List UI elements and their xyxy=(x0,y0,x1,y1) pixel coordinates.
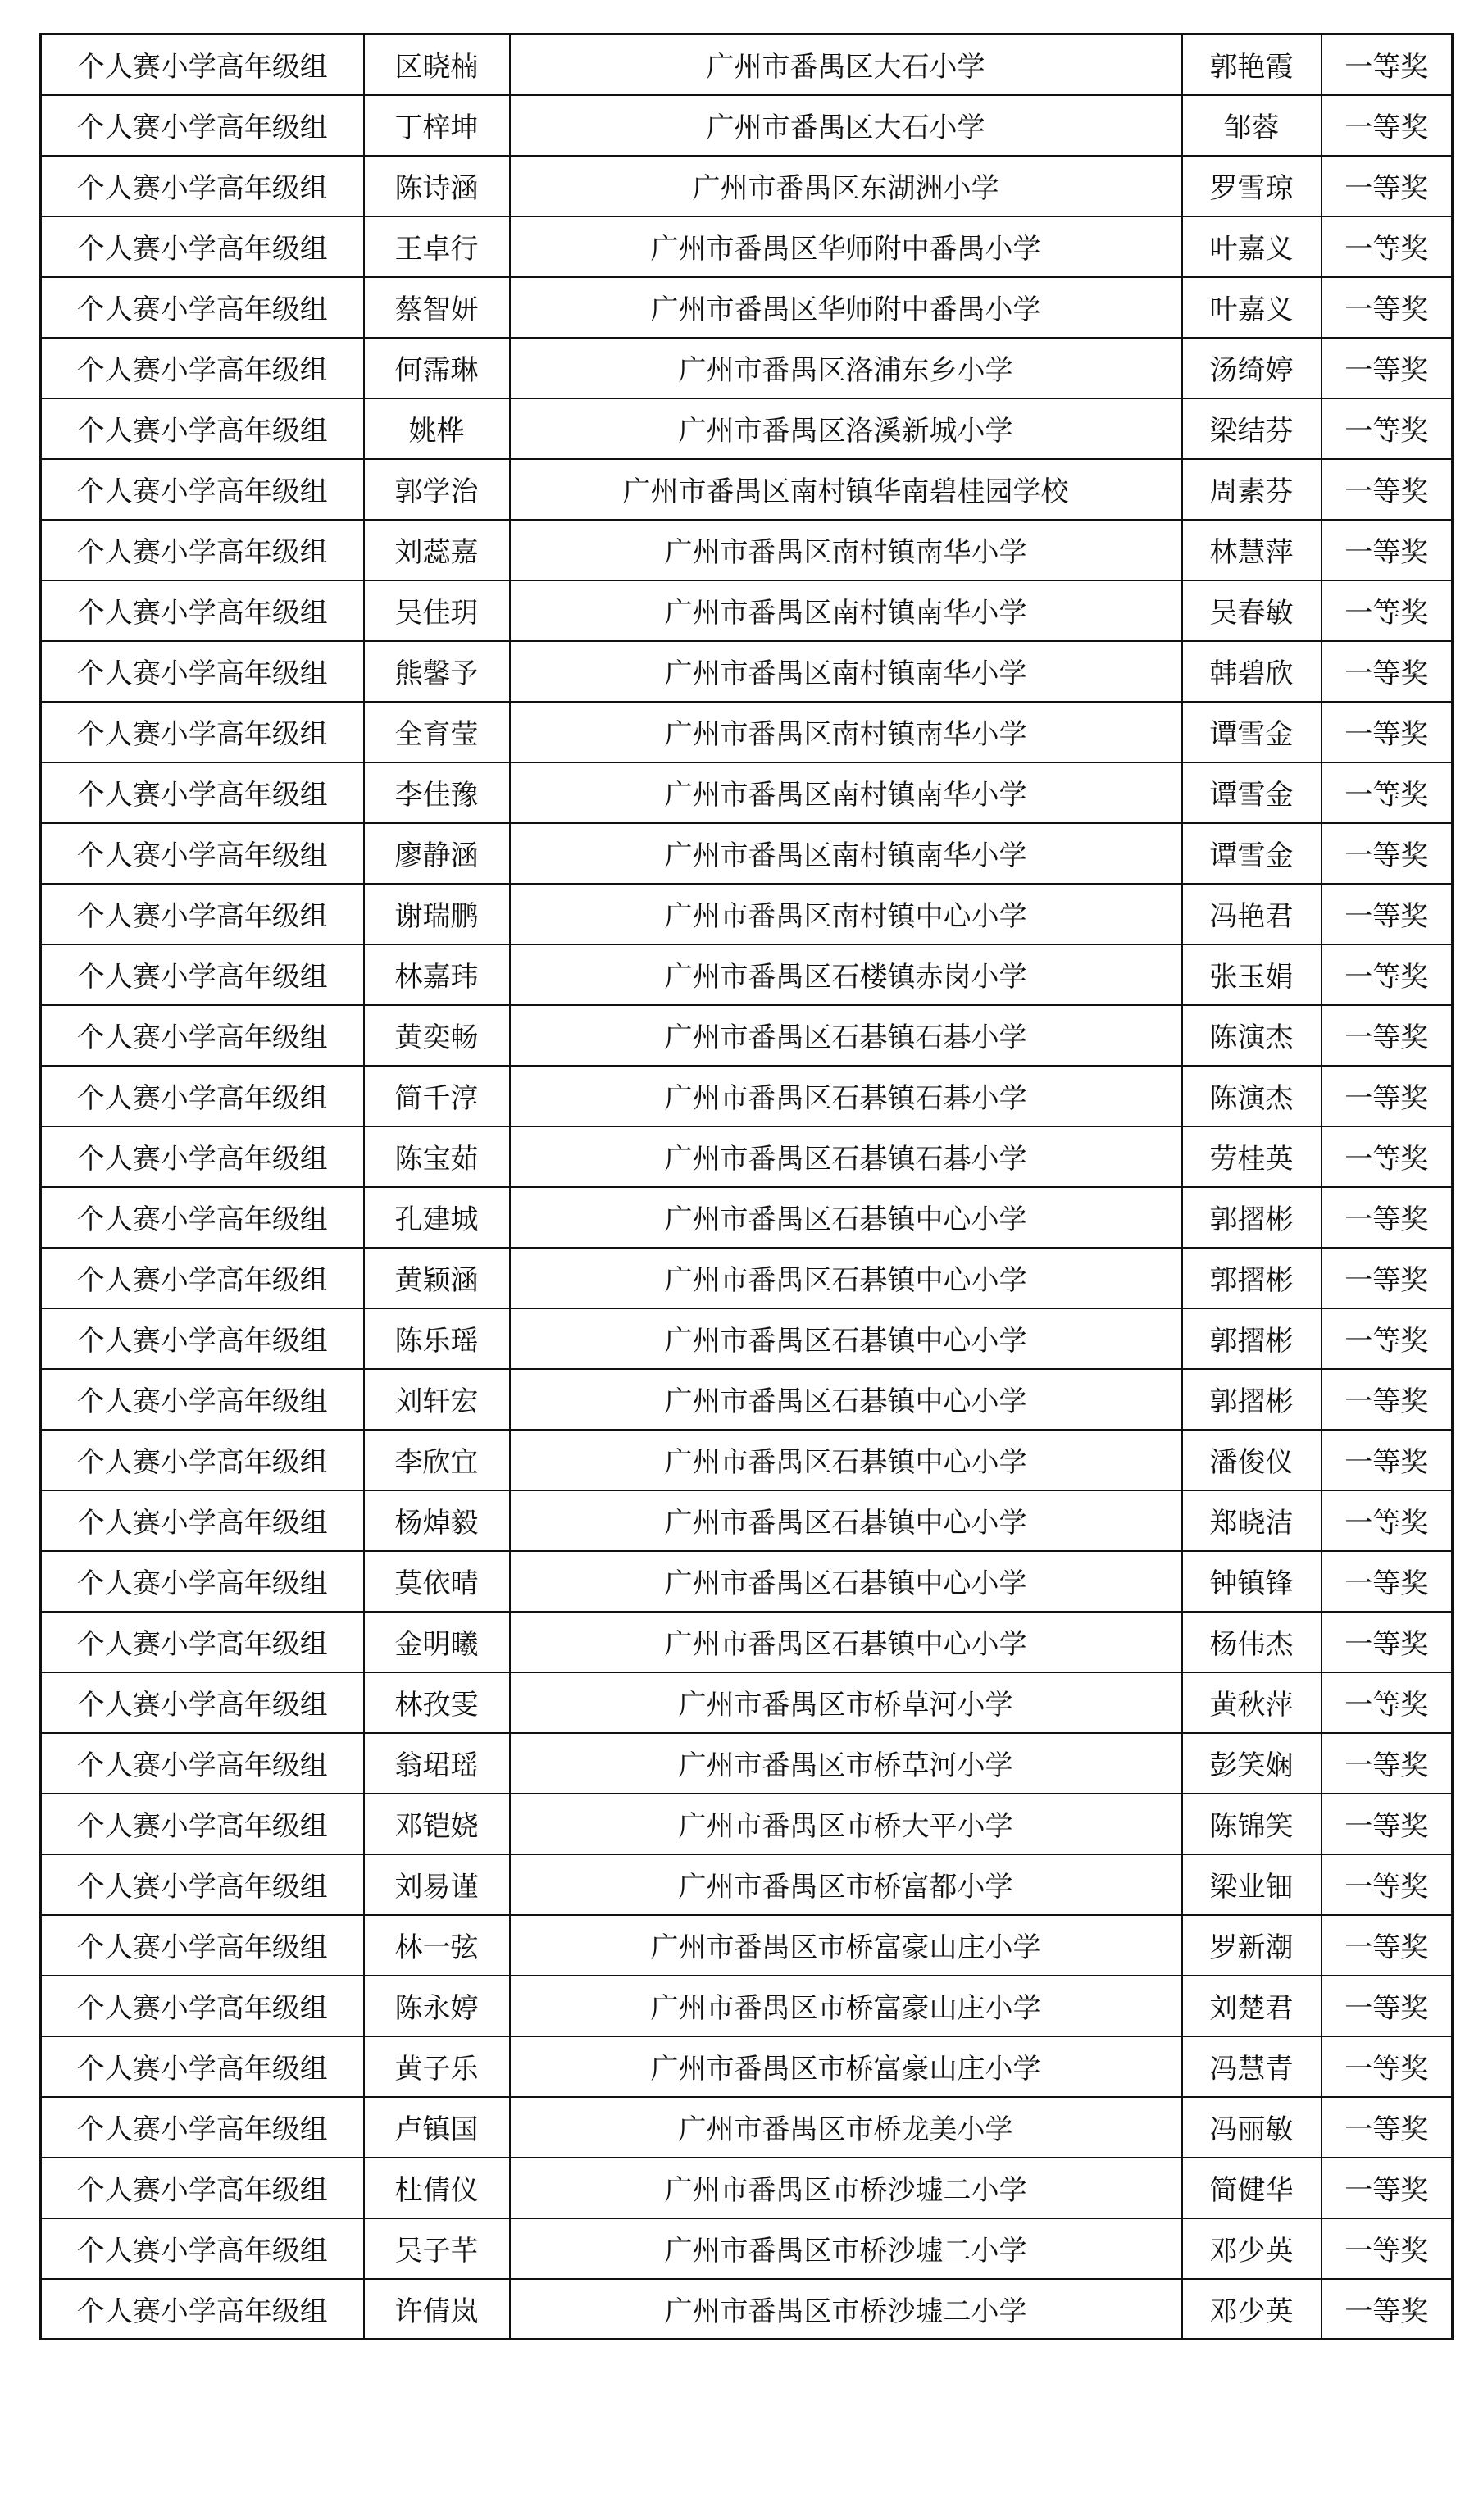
category-cell: 个人赛小学高年级组 xyxy=(41,216,364,277)
school-cell: 广州市番禺区石碁镇石碁小学 xyxy=(510,1066,1182,1126)
teacher-cell: 谭雪金 xyxy=(1182,823,1322,884)
teacher-cell: 简健华 xyxy=(1182,2158,1322,2218)
student-name-cell: 黄子乐 xyxy=(364,2036,510,2097)
school-cell: 广州市番禺区石楼镇赤岗小学 xyxy=(510,944,1182,1005)
award-cell: 一等奖 xyxy=(1322,1915,1453,1976)
table-row xyxy=(41,1915,1453,1976)
award-cell: 一等奖 xyxy=(1322,1794,1453,1854)
category-cell: 个人赛小学高年级组 xyxy=(41,2218,364,2279)
teacher-cell: 韩碧欣 xyxy=(1182,641,1322,702)
teacher-cell: 郭摺彬 xyxy=(1182,1369,1322,1430)
award-cell: 一等奖 xyxy=(1322,1430,1453,1490)
category-cell: 个人赛小学高年级组 xyxy=(41,156,364,216)
student-name-cell: 杨焯毅 xyxy=(364,1490,510,1551)
teacher-cell: 冯艳君 xyxy=(1182,884,1322,944)
table-row xyxy=(41,34,1453,95)
award-cell: 一等奖 xyxy=(1322,702,1453,762)
teacher-cell: 刘楚君 xyxy=(1182,1976,1322,2036)
student-name-cell: 翁珺瑶 xyxy=(364,1733,510,1794)
school-cell: 广州市番禺区南村镇南华小学 xyxy=(510,580,1182,641)
student-name-cell: 全育莹 xyxy=(364,702,510,762)
award-cell: 一等奖 xyxy=(1322,459,1453,520)
student-name-cell: 郭学治 xyxy=(364,459,510,520)
table-row xyxy=(41,1854,1453,1915)
category-cell: 个人赛小学高年级组 xyxy=(41,1369,364,1430)
award-cell: 一等奖 xyxy=(1322,2158,1453,2218)
table-row xyxy=(41,277,1453,338)
school-cell: 广州市番禺区石碁镇中心小学 xyxy=(510,1612,1182,1672)
table-row xyxy=(41,944,1453,1005)
category-cell: 个人赛小学高年级组 xyxy=(41,2097,364,2158)
table-row xyxy=(41,1369,1453,1430)
school-cell: 广州市番禺区洛溪新城小学 xyxy=(510,398,1182,459)
school-cell: 广州市番禺区石碁镇中心小学 xyxy=(510,1369,1182,1430)
table-row xyxy=(41,398,1453,459)
student-name-cell: 李佳豫 xyxy=(364,762,510,823)
award-cell: 一等奖 xyxy=(1322,1308,1453,1369)
school-cell: 广州市番禺区华师附中番禺小学 xyxy=(510,216,1182,277)
award-cell: 一等奖 xyxy=(1322,944,1453,1005)
category-cell: 个人赛小学高年级组 xyxy=(41,2158,364,2218)
school-cell: 广州市番禺区市桥草河小学 xyxy=(510,1672,1182,1733)
teacher-cell: 张玉娟 xyxy=(1182,944,1322,1005)
category-cell: 个人赛小学高年级组 xyxy=(41,1308,364,1369)
award-cell: 一等奖 xyxy=(1322,2279,1453,2340)
student-name-cell: 刘易谨 xyxy=(364,1854,510,1915)
award-cell: 一等奖 xyxy=(1322,884,1453,944)
teacher-cell: 罗雪琼 xyxy=(1182,156,1322,216)
table-row xyxy=(41,95,1453,156)
student-name-cell: 黄颖涵 xyxy=(364,1248,510,1308)
table-row xyxy=(41,580,1453,641)
teacher-cell: 罗新潮 xyxy=(1182,1915,1322,1976)
student-name-cell: 吴子芊 xyxy=(364,2218,510,2279)
student-name-cell: 熊馨予 xyxy=(364,641,510,702)
school-cell: 广州市番禺区石碁镇中心小学 xyxy=(510,1551,1182,1612)
award-cell: 一等奖 xyxy=(1322,762,1453,823)
teacher-cell: 郭摺彬 xyxy=(1182,1248,1322,1308)
school-cell: 广州市番禺区石碁镇中心小学 xyxy=(510,1490,1182,1551)
student-name-cell: 丁梓坤 xyxy=(364,95,510,156)
award-cell: 一等奖 xyxy=(1322,1066,1453,1126)
teacher-cell: 林慧萍 xyxy=(1182,520,1322,580)
category-cell: 个人赛小学高年级组 xyxy=(41,95,364,156)
category-cell: 个人赛小学高年级组 xyxy=(41,1430,364,1490)
category-cell: 个人赛小学高年级组 xyxy=(41,762,364,823)
teacher-cell: 郭艳霞 xyxy=(1182,34,1322,95)
table-row xyxy=(41,1066,1453,1126)
student-name-cell: 金明曦 xyxy=(364,1612,510,1672)
award-cell: 一等奖 xyxy=(1322,34,1453,95)
category-cell: 个人赛小学高年级组 xyxy=(41,338,364,398)
student-name-cell: 区晓楠 xyxy=(364,34,510,95)
award-cell: 一等奖 xyxy=(1322,277,1453,338)
table-row xyxy=(41,459,1453,520)
teacher-cell: 叶嘉义 xyxy=(1182,216,1322,277)
category-cell: 个人赛小学高年级组 xyxy=(41,1187,364,1248)
school-cell: 广州市番禺区市桥沙墟二小学 xyxy=(510,2218,1182,2279)
category-cell: 个人赛小学高年级组 xyxy=(41,1672,364,1733)
award-cell: 一等奖 xyxy=(1322,1612,1453,1672)
award-cell: 一等奖 xyxy=(1322,520,1453,580)
table-row xyxy=(41,216,1453,277)
school-cell: 广州市番禺区市桥富豪山庄小学 xyxy=(510,2036,1182,2097)
category-cell: 个人赛小学高年级组 xyxy=(41,34,364,95)
teacher-cell: 钟镇锋 xyxy=(1182,1551,1322,1612)
award-table xyxy=(39,33,1454,2340)
teacher-cell: 陈锦笑 xyxy=(1182,1794,1322,1854)
category-cell: 个人赛小学高年级组 xyxy=(41,884,364,944)
table-row xyxy=(41,338,1453,398)
school-cell: 广州市番禺区石碁镇石碁小学 xyxy=(510,1005,1182,1066)
student-name-cell: 莫依晴 xyxy=(364,1551,510,1612)
category-cell: 个人赛小学高年级组 xyxy=(41,1248,364,1308)
award-cell: 一等奖 xyxy=(1322,1976,1453,2036)
award-cell: 一等奖 xyxy=(1322,398,1453,459)
category-cell: 个人赛小学高年级组 xyxy=(41,398,364,459)
category-cell: 个人赛小学高年级组 xyxy=(41,520,364,580)
table-row xyxy=(41,2279,1453,2340)
student-name-cell: 邓铠娆 xyxy=(364,1794,510,1854)
student-name-cell: 刘轩宏 xyxy=(364,1369,510,1430)
category-cell: 个人赛小学高年级组 xyxy=(41,823,364,884)
student-name-cell: 林孜雯 xyxy=(364,1672,510,1733)
award-cell: 一等奖 xyxy=(1322,823,1453,884)
table-row xyxy=(41,1672,1453,1733)
school-cell: 广州市番禺区南村镇南华小学 xyxy=(510,823,1182,884)
table-row xyxy=(41,1187,1453,1248)
table-row xyxy=(41,520,1453,580)
teacher-cell: 黄秋萍 xyxy=(1182,1672,1322,1733)
award-cell: 一等奖 xyxy=(1322,1733,1453,1794)
school-cell: 广州市番禺区市桥沙墟二小学 xyxy=(510,2279,1182,2340)
award-cell: 一等奖 xyxy=(1322,1369,1453,1430)
category-cell: 个人赛小学高年级组 xyxy=(41,1854,364,1915)
teacher-cell: 劳桂英 xyxy=(1182,1126,1322,1187)
student-name-cell: 陈诗涵 xyxy=(364,156,510,216)
category-cell: 个人赛小学高年级组 xyxy=(41,1490,364,1551)
student-name-cell: 陈宝茹 xyxy=(364,1126,510,1187)
category-cell: 个人赛小学高年级组 xyxy=(41,1126,364,1187)
category-cell: 个人赛小学高年级组 xyxy=(41,2279,364,2340)
table-row xyxy=(41,1308,1453,1369)
student-name-cell: 陈乐瑶 xyxy=(364,1308,510,1369)
school-cell: 广州市番禺区市桥富豪山庄小学 xyxy=(510,1976,1182,2036)
school-cell: 广州市番禺区市桥富都小学 xyxy=(510,1854,1182,1915)
school-cell: 广州市番禺区华师附中番禺小学 xyxy=(510,277,1182,338)
table-row xyxy=(41,1551,1453,1612)
teacher-cell: 吴春敏 xyxy=(1182,580,1322,641)
award-cell: 一等奖 xyxy=(1322,2218,1453,2279)
school-cell: 广州市番禺区石碁镇石碁小学 xyxy=(510,1126,1182,1187)
award-cell: 一等奖 xyxy=(1322,1551,1453,1612)
teacher-cell: 谭雪金 xyxy=(1182,762,1322,823)
category-cell: 个人赛小学高年级组 xyxy=(41,1066,364,1126)
award-cell: 一等奖 xyxy=(1322,2097,1453,2158)
school-cell: 广州市番禺区市桥龙美小学 xyxy=(510,2097,1182,2158)
table-row xyxy=(41,1248,1453,1308)
school-cell: 广州市番禺区南村镇中心小学 xyxy=(510,884,1182,944)
table-row xyxy=(41,762,1453,823)
teacher-cell: 陈演杰 xyxy=(1182,1066,1322,1126)
award-cell: 一等奖 xyxy=(1322,580,1453,641)
award-cell: 一等奖 xyxy=(1322,1005,1453,1066)
table-row xyxy=(41,823,1453,884)
school-cell: 广州市番禺区东湖洲小学 xyxy=(510,156,1182,216)
student-name-cell: 蔡智妍 xyxy=(364,277,510,338)
student-name-cell: 许倩岚 xyxy=(364,2279,510,2340)
school-cell: 广州市番禺区南村镇南华小学 xyxy=(510,702,1182,762)
student-name-cell: 廖静涵 xyxy=(364,823,510,884)
teacher-cell: 邓少英 xyxy=(1182,2218,1322,2279)
student-name-cell: 卢镇国 xyxy=(364,2097,510,2158)
teacher-cell: 梁业钿 xyxy=(1182,1854,1322,1915)
school-cell: 广州市番禺区石碁镇中心小学 xyxy=(510,1430,1182,1490)
table-row xyxy=(41,1126,1453,1187)
school-cell: 广州市番禺区大石小学 xyxy=(510,95,1182,156)
table-row xyxy=(41,1612,1453,1672)
school-cell: 广州市番禺区洛浦东乡小学 xyxy=(510,338,1182,398)
teacher-cell: 彭笑娴 xyxy=(1182,1733,1322,1794)
school-cell: 广州市番禺区大石小学 xyxy=(510,34,1182,95)
teacher-cell: 杨伟杰 xyxy=(1182,1612,1322,1672)
student-name-cell: 黄奕畅 xyxy=(364,1005,510,1066)
student-name-cell: 李欣宜 xyxy=(364,1430,510,1490)
school-cell: 广州市番禺区石碁镇中心小学 xyxy=(510,1187,1182,1248)
teacher-cell: 冯慧青 xyxy=(1182,2036,1322,2097)
student-name-cell: 谢瑞鹏 xyxy=(364,884,510,944)
table-row xyxy=(41,1794,1453,1854)
school-cell: 广州市番禺区市桥草河小学 xyxy=(510,1733,1182,1794)
school-cell: 广州市番禺区石碁镇中心小学 xyxy=(510,1308,1182,1369)
table-row xyxy=(41,2097,1453,2158)
student-name-cell: 杜倩仪 xyxy=(364,2158,510,2218)
category-cell: 个人赛小学高年级组 xyxy=(41,1976,364,2036)
category-cell: 个人赛小学高年级组 xyxy=(41,702,364,762)
award-cell: 一等奖 xyxy=(1322,641,1453,702)
school-cell: 广州市番禺区南村镇南华小学 xyxy=(510,520,1182,580)
category-cell: 个人赛小学高年级组 xyxy=(41,1551,364,1612)
category-cell: 个人赛小学高年级组 xyxy=(41,1915,364,1976)
student-name-cell: 吴佳玥 xyxy=(364,580,510,641)
teacher-cell: 梁结芬 xyxy=(1182,398,1322,459)
teacher-cell: 周素芬 xyxy=(1182,459,1322,520)
category-cell: 个人赛小学高年级组 xyxy=(41,641,364,702)
award-cell: 一等奖 xyxy=(1322,1854,1453,1915)
school-cell: 广州市番禺区石碁镇中心小学 xyxy=(510,1248,1182,1308)
school-cell: 广州市番禺区市桥沙墟二小学 xyxy=(510,2158,1182,2218)
table-row xyxy=(41,156,1453,216)
award-cell: 一等奖 xyxy=(1322,338,1453,398)
teacher-cell: 郭摺彬 xyxy=(1182,1187,1322,1248)
student-name-cell: 王卓行 xyxy=(364,216,510,277)
table-row xyxy=(41,702,1453,762)
category-cell: 个人赛小学高年级组 xyxy=(41,1794,364,1854)
table-row xyxy=(41,884,1453,944)
teacher-cell: 陈演杰 xyxy=(1182,1005,1322,1066)
teacher-cell: 汤绮婷 xyxy=(1182,338,1322,398)
student-name-cell: 刘蕊嘉 xyxy=(364,520,510,580)
teacher-cell: 潘俊仪 xyxy=(1182,1430,1322,1490)
student-name-cell: 何霈琳 xyxy=(364,338,510,398)
student-name-cell: 林嘉玮 xyxy=(364,944,510,1005)
award-cell: 一等奖 xyxy=(1322,1672,1453,1733)
award-cell: 一等奖 xyxy=(1322,95,1453,156)
award-cell: 一等奖 xyxy=(1322,2036,1453,2097)
student-name-cell: 简千淳 xyxy=(364,1066,510,1126)
teacher-cell: 叶嘉义 xyxy=(1182,277,1322,338)
teacher-cell: 邓少英 xyxy=(1182,2279,1322,2340)
category-cell: 个人赛小学高年级组 xyxy=(41,2036,364,2097)
student-name-cell: 陈永婷 xyxy=(364,1976,510,2036)
teacher-cell: 郭摺彬 xyxy=(1182,1308,1322,1369)
award-cell: 一等奖 xyxy=(1322,1490,1453,1551)
school-cell: 广州市番禺区南村镇南华小学 xyxy=(510,641,1182,702)
award-table-body xyxy=(41,34,1453,2340)
category-cell: 个人赛小学高年级组 xyxy=(41,580,364,641)
category-cell: 个人赛小学高年级组 xyxy=(41,944,364,1005)
category-cell: 个人赛小学高年级组 xyxy=(41,1005,364,1066)
school-cell: 广州市番禺区南村镇南华小学 xyxy=(510,762,1182,823)
category-cell: 个人赛小学高年级组 xyxy=(41,1612,364,1672)
table-row xyxy=(41,1430,1453,1490)
award-cell: 一等奖 xyxy=(1322,1187,1453,1248)
award-cell: 一等奖 xyxy=(1322,156,1453,216)
teacher-cell: 谭雪金 xyxy=(1182,702,1322,762)
student-name-cell: 孔建城 xyxy=(364,1187,510,1248)
table-row xyxy=(41,2158,1453,2218)
table-row xyxy=(41,1733,1453,1794)
school-cell: 广州市番禺区市桥大平小学 xyxy=(510,1794,1182,1854)
student-name-cell: 林一弦 xyxy=(364,1915,510,1976)
award-cell: 一等奖 xyxy=(1322,1126,1453,1187)
teacher-cell: 冯丽敏 xyxy=(1182,2097,1322,2158)
student-name-cell: 姚桦 xyxy=(364,398,510,459)
table-row xyxy=(41,641,1453,702)
category-cell: 个人赛小学高年级组 xyxy=(41,459,364,520)
school-cell: 广州市番禺区市桥富豪山庄小学 xyxy=(510,1915,1182,1976)
award-cell: 一等奖 xyxy=(1322,1248,1453,1308)
category-cell: 个人赛小学高年级组 xyxy=(41,1733,364,1794)
teacher-cell: 邹蓉 xyxy=(1182,95,1322,156)
table-row xyxy=(41,1976,1453,2036)
table-row xyxy=(41,1005,1453,1066)
teacher-cell: 郑晓洁 xyxy=(1182,1490,1322,1551)
school-cell: 广州市番禺区南村镇华南碧桂园学校 xyxy=(510,459,1182,520)
award-cell: 一等奖 xyxy=(1322,216,1453,277)
table-row xyxy=(41,2218,1453,2279)
table-row xyxy=(41,1490,1453,1551)
table-row xyxy=(41,2036,1453,2097)
category-cell: 个人赛小学高年级组 xyxy=(41,277,364,338)
